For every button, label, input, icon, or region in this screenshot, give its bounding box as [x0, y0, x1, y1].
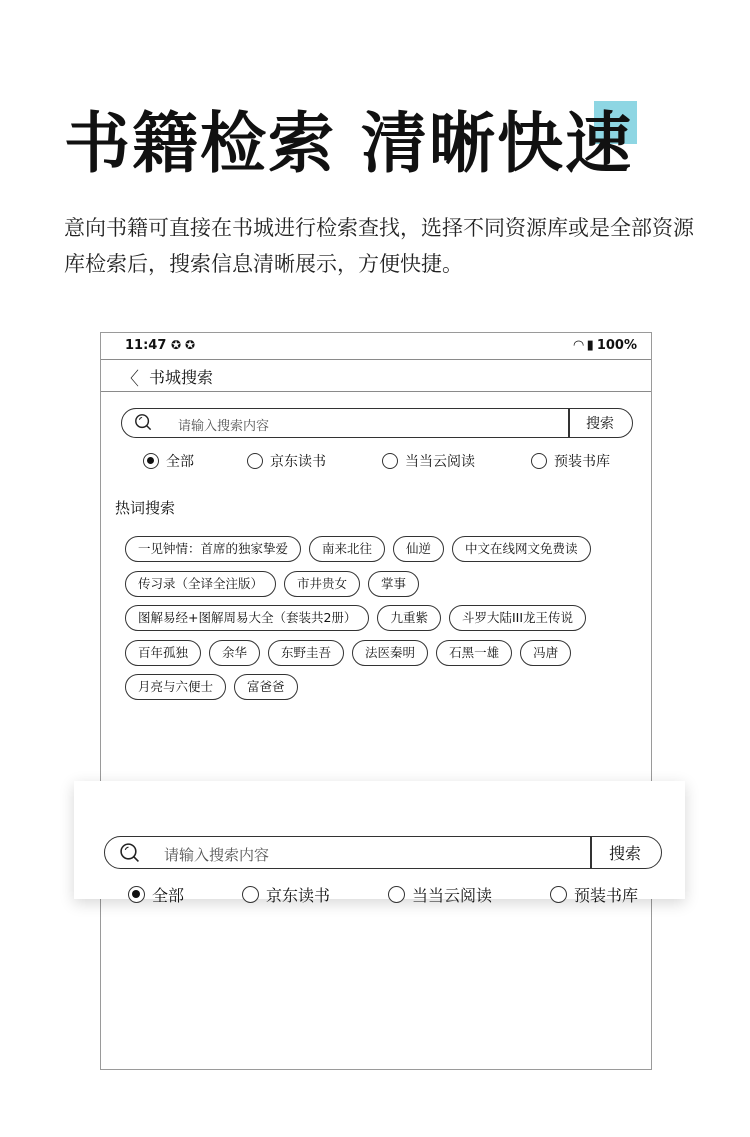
page-title: 书城搜索 [149, 368, 214, 387]
hot-words-title: 热词搜索 [115, 499, 176, 517]
hot-word-chip[interactable]: 月亮与六便士 [125, 674, 226, 700]
search-bar [121, 408, 633, 438]
hot-words-list [125, 536, 645, 709]
hot-word-chip[interactable]: 富爸爸 [234, 674, 298, 700]
hot-word-chip[interactable]: 中文在线网文免费读 [452, 536, 591, 562]
battery-icon: ▮ [586, 338, 594, 353]
hero-title: 书籍检索 清晰快速 [64, 105, 633, 182]
hot-word-chip[interactable]: 市井贵女 [284, 571, 360, 597]
radio-unchecked-icon [242, 886, 259, 903]
source-option-label: 当当云阅读 [412, 886, 493, 905]
search-icon [134, 413, 152, 431]
hot-word-chip[interactable]: 南来北往 [309, 536, 385, 562]
battery-level: 100% [596, 338, 637, 353]
hero-description: 意向书籍可直接在书城进行检索查找，选择不同资源库或是全部资源库检索后，搜索信息清晰展示，方便快捷。 [64, 216, 694, 276]
source-option-label: 当当云阅读 [405, 454, 475, 470]
chip-row [125, 640, 645, 667]
source-option-preinstalled[interactable] [531, 451, 610, 471]
source-option-all[interactable] [143, 451, 194, 471]
source-option-label: 全部 [166, 454, 194, 470]
status-time: 11:47 [125, 338, 167, 353]
source-option-label: 预装书库 [554, 454, 610, 470]
search-icon [119, 842, 140, 863]
radio-checked-icon [128, 886, 145, 903]
zoomed-search-button[interactable]: 搜索 [608, 844, 641, 863]
device-screen [100, 332, 652, 1070]
source-option-dangdang[interactable] [382, 451, 475, 471]
zoomed-search-bar [104, 836, 662, 869]
source-option-jd[interactable] [247, 451, 326, 471]
hot-word-chip[interactable]: 法医秦明 [352, 640, 428, 666]
nav-bar [101, 359, 651, 392]
zoomed-source-option-all[interactable] [128, 883, 184, 906]
hot-word-chip[interactable]: 掌事 [368, 571, 419, 597]
source-option-label: 京东读书 [266, 886, 331, 905]
radio-unchecked-icon [247, 453, 263, 469]
radio-unchecked-icon [531, 453, 547, 469]
hot-word-chip[interactable]: 冯唐 [520, 640, 571, 666]
hot-word-chip[interactable]: 石黑一雄 [436, 640, 512, 666]
radio-unchecked-icon [388, 886, 405, 903]
hot-word-chip[interactable]: 斗罗大陆III龙王传说 [449, 605, 586, 631]
zoomed-search-panel [74, 781, 685, 905]
source-option-label: 全部 [152, 886, 185, 905]
radio-unchecked-icon [382, 453, 398, 469]
zoomed-source-option-jd[interactable] [242, 883, 330, 906]
radio-unchecked-icon [550, 886, 567, 903]
radio-checked-icon [143, 453, 159, 469]
zoomed-source-option-dangdang[interactable] [388, 883, 492, 906]
source-option-label: 预装书库 [574, 886, 639, 905]
hot-word-chip[interactable]: 余华 [209, 640, 260, 666]
status-right [571, 338, 637, 353]
chip-row [125, 605, 645, 632]
hot-word-chip[interactable]: 图解易经+图解周易大全（套装共2册） [125, 605, 369, 631]
search-input[interactable]: 请输入搜索内容 [178, 419, 270, 434]
zoomed-source-option-preinstalled[interactable] [550, 883, 638, 906]
hot-word-chip[interactable]: 九重紫 [377, 605, 441, 631]
hot-word-chip[interactable]: 传习录（全译全注版） [125, 571, 276, 597]
wifi-icon: ◠ [573, 338, 584, 353]
source-option-label: 京东读书 [270, 454, 326, 470]
chip-row [125, 536, 645, 563]
search-button[interactable]: 搜索 [586, 416, 614, 432]
hot-word-chip[interactable]: 东野圭吾 [268, 640, 344, 666]
hot-word-chip[interactable]: 一见钟情：首席的独家挚爱 [125, 536, 301, 562]
zoomed-search-input[interactable]: 请输入搜索内容 [164, 846, 270, 864]
notification-icons: ✪✪ [171, 338, 200, 352]
back-icon[interactable]: 〈 [121, 369, 139, 390]
chip-row [125, 571, 645, 598]
status-bar [101, 333, 651, 360]
hot-word-chip[interactable]: 百年孤独 [125, 640, 201, 666]
chip-row [125, 674, 645, 701]
hot-word-chip[interactable]: 仙逆 [393, 536, 444, 562]
